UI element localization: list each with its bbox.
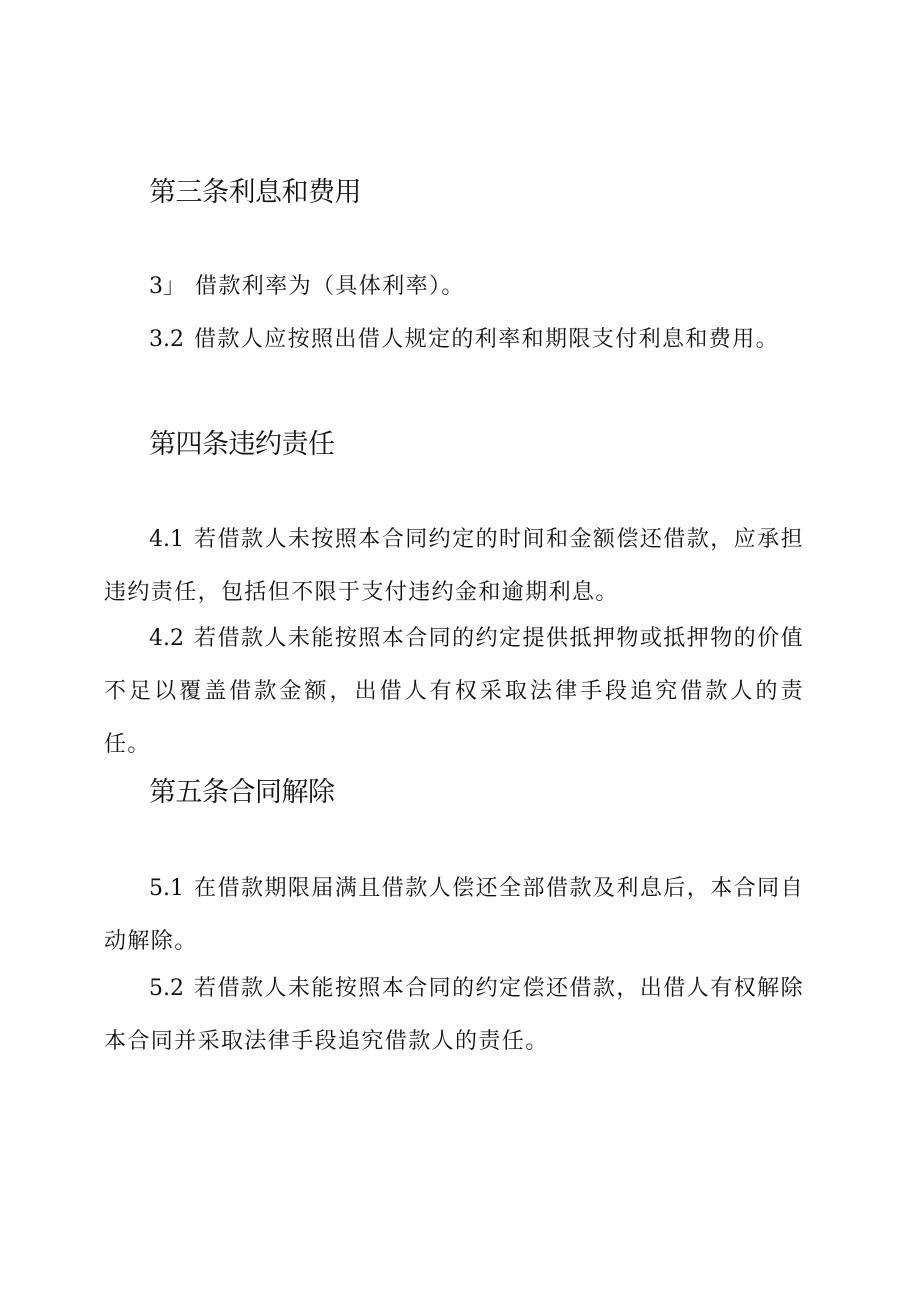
clause-4-2 xyxy=(104,612,804,771)
clause-text: 借款利率为（具体利率）。 xyxy=(195,274,465,299)
clause-text: 若借款人未能按照本合同的约定偿还借款，出借人有权解除本合同并采取法律手段追究借款人的责任。 xyxy=(104,976,804,1054)
clause-4-1 xyxy=(104,513,804,619)
clause-number: 4.2 xyxy=(149,626,184,651)
clause-number: 5.1 xyxy=(149,876,184,901)
clause-3-2 xyxy=(104,313,779,366)
clause-5-1 xyxy=(104,862,804,968)
clause-text: 若借款人未按照本合同约定的时间和金额偿还借款，应承担违约责任，包括但不限于支付违约金和逾期利息。 xyxy=(104,527,804,605)
clause-text: 借款人应按照出借人规定的利率和期限支付利息和费用。 xyxy=(194,327,780,352)
section-heading-article-4: 第四条违约责任 xyxy=(149,429,335,460)
section-heading-article-3: 第三条利息和费用 xyxy=(149,177,361,208)
clause-number: 4.1 xyxy=(149,527,184,552)
clause-5-2 xyxy=(104,962,804,1068)
clause-number: 3」 xyxy=(149,274,185,299)
clause-number: 5.2 xyxy=(149,976,184,1001)
clause-text: 若借款人未能按照本合同的约定提供抵押物或抵押物的价值不足以覆盖借款金额，出借人有权采取法律手段追究借款人的责任。 xyxy=(104,626,804,757)
section-heading-article-5: 第五条合同解除 xyxy=(149,777,335,808)
clause-number: 3.2 xyxy=(149,327,184,352)
clause-text: 在借款期限届满且借款人偿还全部借款及利息后，本合同自动解除。 xyxy=(104,876,804,954)
clause-3-1 xyxy=(104,260,465,313)
